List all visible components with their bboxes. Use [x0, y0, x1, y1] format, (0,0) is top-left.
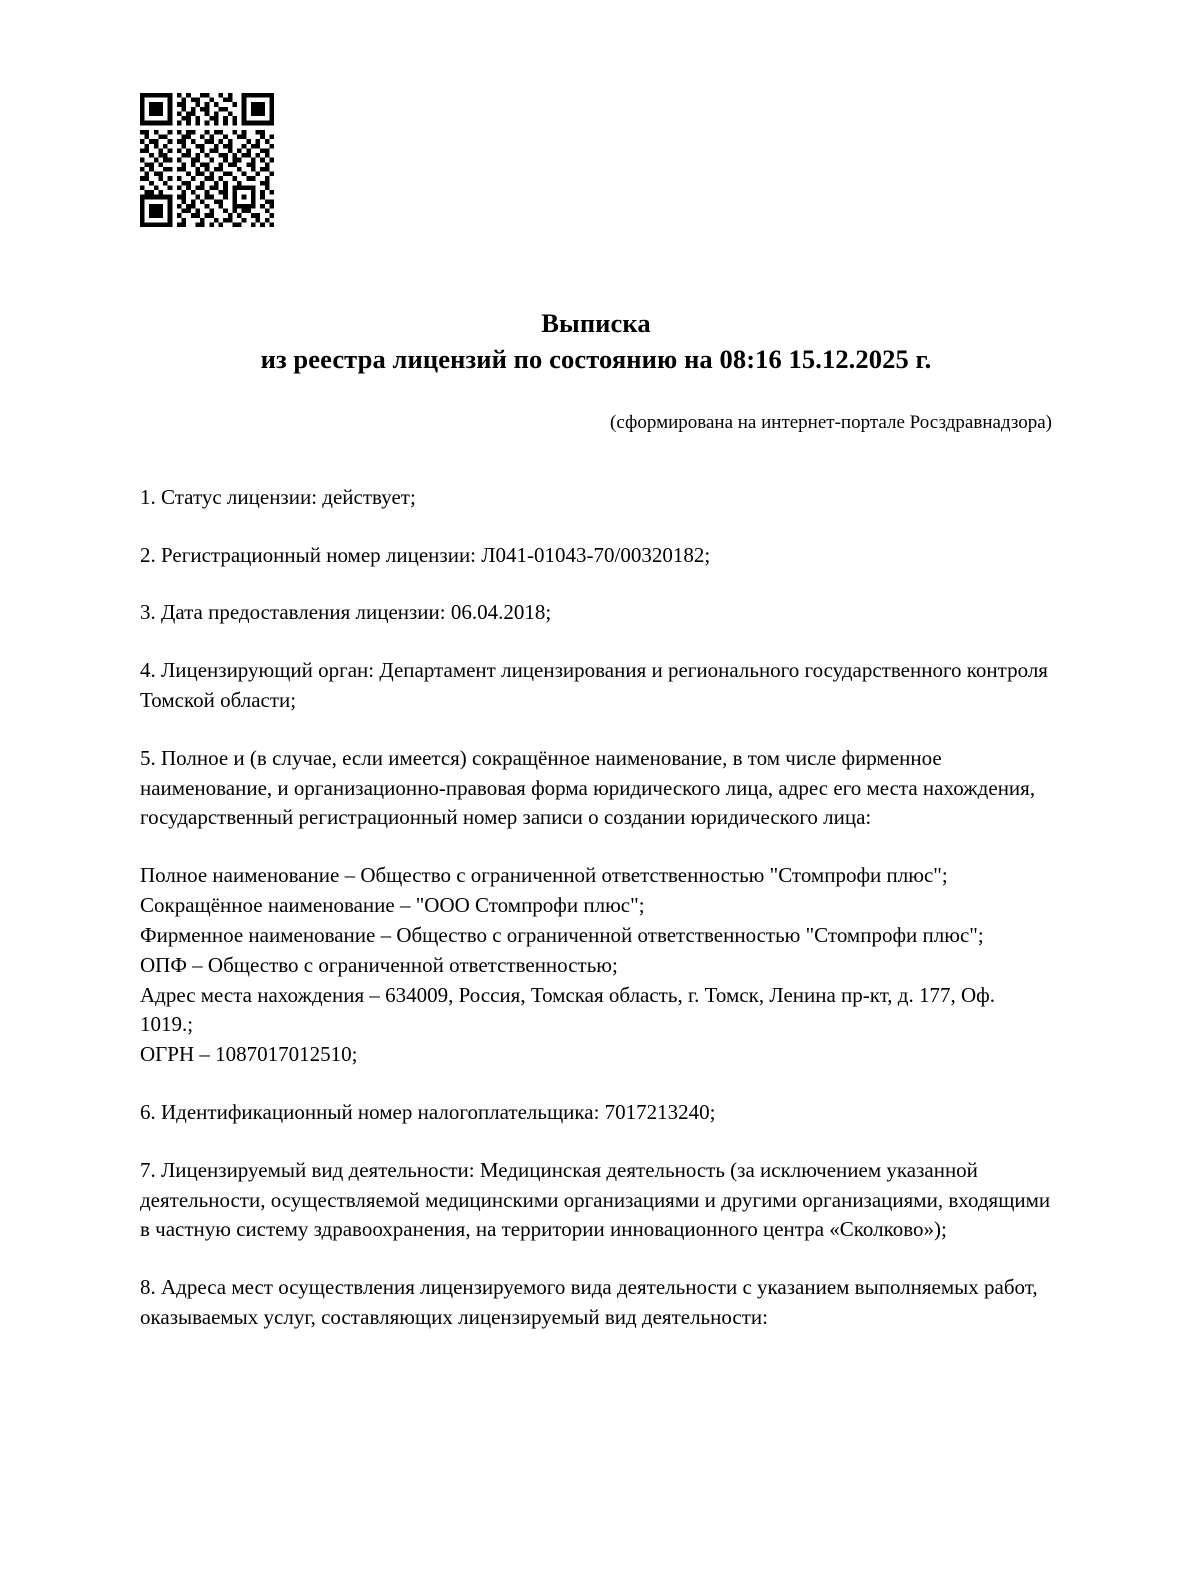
legal-form: ОПФ – Общество с ограниченной ответственностью; [140, 952, 618, 977]
document-subtitle: (сформирована на интернет-портале Росздравнадзора) [610, 412, 1052, 434]
short-name: Сокращённое наименование – "ООО Стомпрофи плюс"; [140, 893, 645, 918]
title-line-2: из реестра лицензий по состоянию на 08:16 15.12.2025 г. [260, 344, 932, 375]
licensed-activity: 7. Лицензируемый вид деятельности: Медицинская деятельность (за исключением указанной деятельности, осуществляемой медицинскими организациями и другими организациями, входящими в частную систему здравоохранения, на территории инновационного центра «Сколково»); [140, 1157, 1051, 1242]
document-content [140, 305, 1052, 1333]
activity-addresses-intro: 8. Адреса мест осуществления лицензируемого вида деятельности с указанием выполняемых работ, оказываемых услуг, составляющих лицензируемый вид деятельности: [140, 1275, 1038, 1329]
legal-address: Адрес места нахождения – 634009, Россия, Томская область, г. Томск, Ленина пр-кт, д. 177, Оф. 1019.; [140, 982, 996, 1037]
qr-code-icon [140, 93, 274, 227]
title-line-1: Выписка [541, 308, 651, 338]
ogrn: ОГРН – 1087017012510; [140, 1042, 358, 1067]
entity-details [140, 861, 1052, 1070]
brand-name: Фирменное наименование – Общество с ограниченной ответственностью "Стомпрофи плюс"; [140, 922, 984, 947]
license-status: 1. Статус лицензии: действует; [140, 484, 416, 509]
license-issue-date: 3. Дата предоставления лицензии: 06.04.2018; [140, 600, 552, 625]
document-body [140, 483, 1052, 1333]
licensing-authority: 4. Лицензирующий орган: Департамент лицензирования и регионального государственного контроля Томской области; [140, 658, 1048, 712]
page-title [140, 305, 1052, 377]
full-name: Полное наименование – Общество с ограниченной ответственностью "Стомпрофи плюс"; [140, 863, 948, 888]
inn: 6. Идентификационный номер налогоплательщика: 7017213240; [140, 1099, 716, 1124]
license-registration-number: 2. Регистрационный номер лицензии: Л041-01043-70/00320182; [140, 542, 711, 567]
entity-name-intro: 5. Полное и (в случае, если имеется) сокращённое наименование, в том числе фирменное наименование, и организационно-правовая форма юридического лица, адрес его места нахождения, государственный регистрационный номер записи о создании юридического лица: [140, 745, 1036, 830]
